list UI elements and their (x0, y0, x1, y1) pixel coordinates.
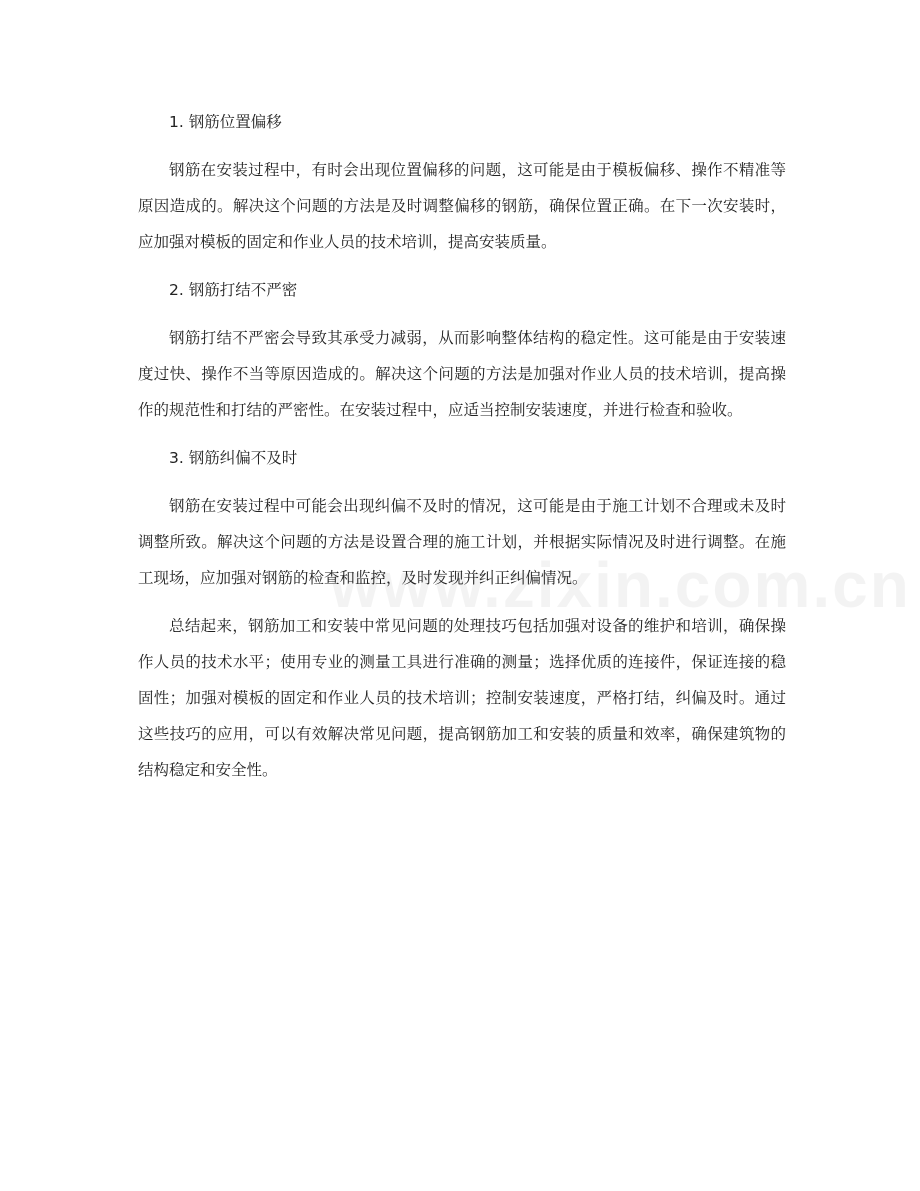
document-body (138, 104, 786, 800)
section-heading-3: 3. 钢筋纠偏不及时 (169, 449, 298, 467)
summary-paragraph: 总结起来，钢筋加工和安装中常见问题的处理技巧包括加强对设备的维护和培训，确保操作人员的技术水平；使用专业的测量工具进行准确的测量；选择优质的连接件，保证连接的稳固性；加强对模板的固定和作业人员的技术培训；控制安装速度，严格打结，纠偏及时。通过这些技巧的应用，可以有效解决常见问题，提高钢筋加工和安装的质量和效率，确保建筑物的结构稳定和安全性。 (138, 617, 786, 779)
section-heading-1: 1. 钢筋位置偏移 (169, 113, 282, 131)
section-heading-2: 2. 钢筋打结不严密 (169, 281, 298, 299)
section-paragraph-1: 钢筋在安装过程中，有时会出现位置偏移的问题，这可能是由于模板偏移、操作不精准等原因造成的。解决这个问题的方法是及时调整偏移的钢筋，确保位置正确。在下一次安装时，应加强对模板的固定和作业人员的技术培训，提高安装质量。 (138, 161, 786, 251)
section-paragraph-3: 钢筋在安装过程中可能会出现纠偏不及时的情况，这可能是由于施工计划不合理或未及时调整所致。解决这个问题的方法是设置合理的施工计划，并根据实际情况及时进行调整。在施工现场，应加强对钢筋的检查和监控，及时发现并纠正纠偏情况。 (138, 497, 786, 587)
section-paragraph-2: 钢筋打结不严密会导致其承受力减弱，从而影响整体结构的稳定性。这可能是由于安装速度过快、操作不当等原因造成的。解决这个问题的方法是加强对作业人员的技术培训，提高操作的规范性和打结的严密性。在安装过程中，应适当控制安装速度，并进行检查和验收。 (138, 329, 786, 419)
